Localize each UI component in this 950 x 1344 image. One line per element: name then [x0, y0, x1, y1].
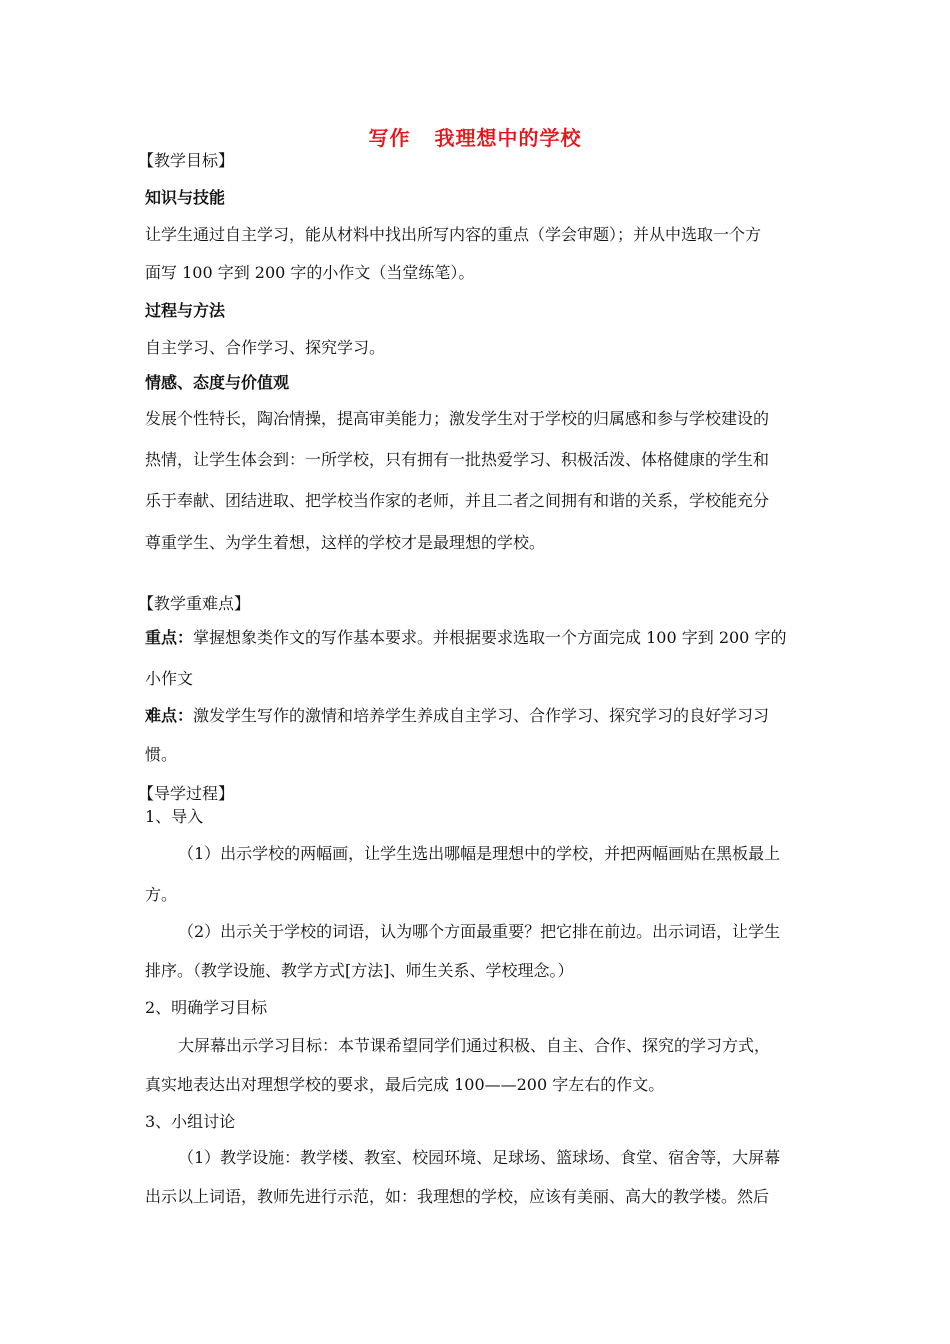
paragraph-line: 出示以上词语，教师先进行示范，如：我理想的学校，应该有美丽、高大的教学楼。然后	[145, 1187, 770, 1206]
subheading-process: 过程与方法	[145, 301, 226, 320]
paragraph-line: 自主学习、合作学习、探究学习。	[145, 338, 386, 357]
paragraph-line: 方。	[145, 885, 178, 904]
paragraph-line: 发展个性特长，陶冶情操，提高审美能力；激发学生对于学校的归属感和参与学校建设的	[145, 409, 770, 428]
paragraph-line: 惯。	[145, 745, 178, 764]
subheading-knowledge: 知识与技能	[145, 188, 226, 207]
key-point-label: 重点：	[145, 628, 194, 647]
paragraph-line: 真实地表达出对理想学校的要求，最后完成 100——200 字左右的作文。	[145, 1075, 665, 1094]
title-part1: 写作	[368, 126, 411, 150]
paragraph-line: 热情，让学生体会到：一所学校，只有拥有一批热爱学习、积极活泼、体格健康的学生和	[145, 450, 770, 469]
section-heading-keypoints: 【教学重难点】	[138, 594, 251, 613]
paragraph-line: （1）教学设施：教学楼、教室、校园环境、足球场、篮球场、食堂、宿舍等，大屏幕	[178, 1148, 781, 1167]
paragraph-line: （1）出示学校的两幅画，让学生选出哪幅是理想中的学校，并把两幅画贴在黑板最上	[178, 844, 781, 863]
document-title	[0, 125, 950, 151]
paragraph-line: 小作文	[145, 669, 194, 688]
paragraph-line: 大屏幕出示学习目标：本节课希望同学们通过积极、自主、合作、探究的学习方式，	[178, 1036, 771, 1055]
paragraph-line: 让学生通过自主学习，能从材料中找出所写内容的重点（学会审题）；并从中选取一个方	[145, 225, 762, 244]
paragraph-line: 面写 100 字到 200 字的小作文（当堂练笔）。	[145, 263, 475, 282]
key-point-text: 掌握想象类作文的写作基本要求。并根据要求选取一个方面完成 100 字到 200 字的	[193, 628, 787, 647]
section-heading-process-guide: 【导学过程】	[138, 784, 235, 803]
key-point-line	[145, 628, 786, 648]
paragraph-line: （2）出示关于学校的词语，认为哪个方面最重要？把它排在前边。出示词语，让学生	[178, 922, 781, 941]
step-heading-1: 1、导入	[145, 807, 204, 826]
title-part2: 我理想中的学校	[434, 126, 582, 150]
paragraph-line: 尊重学生、为学生着想，这样的学校才是最理想的学校。	[145, 533, 546, 552]
difficult-point-line	[145, 706, 769, 726]
step-heading-2: 2、明确学习目标	[145, 998, 268, 1017]
paragraph-line: 乐于奉献、团结进取、把学校当作家的老师，并且二者之间拥有和谐的关系，学校能充分	[145, 491, 770, 510]
paragraph-line: 排序。（教学设施、教学方式[方法]、师生关系、学校理念。）	[145, 961, 574, 980]
subheading-emotion: 情感、态度与价值观	[145, 373, 290, 392]
difficult-point-text: 激发学生写作的激情和培养学生养成自主学习、合作学习、探究学习的良好学习习	[193, 706, 770, 725]
difficult-point-label: 难点：	[145, 706, 194, 725]
step-heading-3: 3、小组讨论	[145, 1112, 236, 1131]
section-heading-goals: 【教学目标】	[138, 151, 235, 170]
